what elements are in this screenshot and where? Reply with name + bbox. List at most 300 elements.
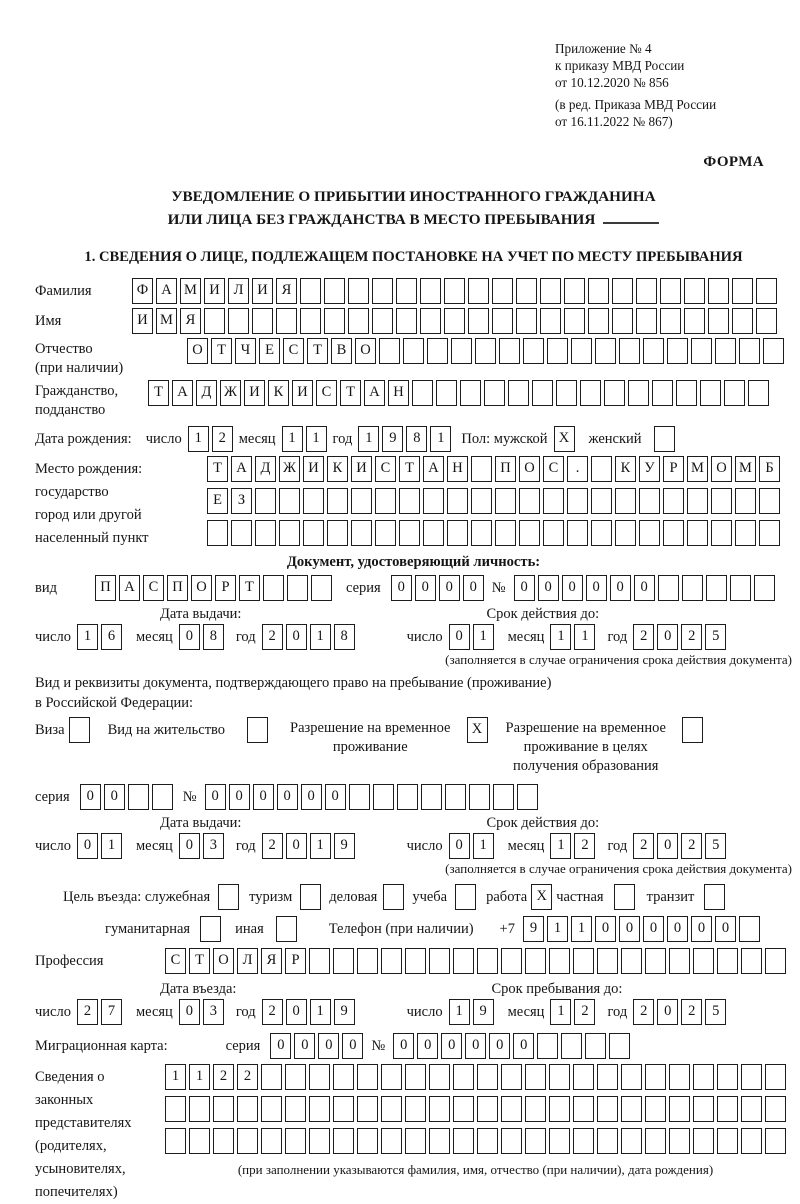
char-cell: [501, 1064, 522, 1090]
char-cell: 1: [547, 916, 568, 942]
visit-purpose-row: [63, 884, 792, 910]
char-cell: 0: [610, 575, 631, 601]
temp-residence-edu-checkbox: [682, 717, 703, 743]
char-cell: [423, 488, 444, 514]
char-cell: К: [268, 380, 289, 406]
char-cell: [658, 575, 679, 601]
purpose-work-checkbox: X: [531, 884, 552, 910]
char-cell: 0: [586, 575, 607, 601]
char-cell: 0: [691, 916, 712, 942]
char-cell: [669, 948, 690, 974]
char-cell: [405, 948, 426, 974]
char-cell: [351, 488, 372, 514]
purpose-other-label: иная: [235, 921, 264, 937]
char-cell: [420, 308, 441, 334]
phone-cells: [523, 916, 760, 942]
year-label: год: [235, 838, 256, 854]
char-cell: [517, 784, 538, 810]
amendment-line: от 16.11.2022 № 867): [555, 114, 673, 129]
id-number-sign: №: [491, 580, 506, 596]
char-cell: [279, 488, 300, 514]
char-cell: [669, 1128, 690, 1154]
char-cell: [573, 1096, 594, 1122]
char-cell: [349, 784, 370, 810]
char-cell: 9: [382, 426, 403, 452]
char-cell: А: [172, 380, 193, 406]
char-cell: [493, 784, 514, 810]
char-cell: [471, 488, 492, 514]
char-cell: [628, 380, 649, 406]
char-cell: [373, 784, 394, 810]
char-cell: [447, 488, 468, 514]
sex-male-checkbox: X: [554, 426, 575, 452]
entry-dates-captions: [35, 981, 792, 998]
char-cell: 7: [101, 999, 122, 1025]
char-cell: Т: [399, 456, 420, 482]
char-cell: 0: [179, 833, 200, 859]
char-cell: [597, 948, 618, 974]
char-cell: 0: [465, 1033, 486, 1059]
purpose-official-label: Цель въезда: служебная: [63, 889, 211, 905]
day-label: число: [406, 629, 443, 645]
char-cell: 0: [415, 575, 436, 601]
char-cell: [547, 338, 568, 364]
char-cell: [573, 1064, 594, 1090]
char-cell: 2: [212, 426, 233, 452]
char-cell: К: [327, 456, 348, 482]
char-cell: [756, 278, 777, 304]
char-cell: [619, 338, 640, 364]
char-cell: 2: [237, 1064, 258, 1090]
res-valid-month-cells: [550, 833, 595, 859]
char-cell: 2: [574, 999, 595, 1025]
char-cell: [495, 520, 516, 546]
char-cell: 1: [473, 833, 494, 859]
char-cell: И: [351, 456, 372, 482]
char-cell: 0: [229, 784, 250, 810]
char-cell: [501, 948, 522, 974]
phone-label: Телефон (при наличии): [328, 921, 474, 937]
char-cell: 0: [667, 916, 688, 942]
char-cell: [453, 1096, 474, 1122]
char-cell: [621, 1128, 642, 1154]
char-cell: [741, 1128, 762, 1154]
char-cell: [669, 1096, 690, 1122]
char-cell: [444, 308, 465, 334]
char-cell: [523, 338, 544, 364]
entry-year-cells: [262, 999, 355, 1025]
char-cell: [189, 1128, 210, 1154]
char-cell: [429, 1064, 450, 1090]
char-cell: [333, 948, 354, 974]
id-validity-note: (заполняется в случае ограничения срока действия документа): [445, 652, 792, 667]
char-cell: [460, 380, 481, 406]
char-cell: [357, 1096, 378, 1122]
temp-residence-label: Разрешение на временное проживание: [290, 720, 451, 755]
birth-place-row: [35, 456, 792, 550]
char-cell: [556, 380, 577, 406]
purpose-business-label: деловая: [329, 889, 378, 905]
char-cell: [471, 520, 492, 546]
char-cell: Ж: [220, 380, 241, 406]
char-cell: [676, 380, 697, 406]
birth-year-cells: [358, 426, 451, 452]
char-cell: О: [213, 948, 234, 974]
char-cell: [652, 380, 673, 406]
char-cell: [549, 1128, 570, 1154]
birth-place-cells: [207, 456, 780, 546]
char-cell: 0: [538, 575, 559, 601]
char-cell: [231, 520, 252, 546]
char-cell: [715, 338, 736, 364]
char-cell: [399, 488, 420, 514]
representatives-cells-row1: [165, 1064, 786, 1090]
char-cell: [687, 520, 708, 546]
char-cell: З: [231, 488, 252, 514]
char-cell: [252, 308, 273, 334]
birth-date-label: Дата рождения:: [35, 431, 132, 447]
char-cell: И: [252, 278, 273, 304]
char-cell: [207, 520, 228, 546]
purpose-study-label: учеба: [412, 889, 448, 905]
char-cell: 0: [657, 624, 678, 650]
char-cell: [303, 488, 324, 514]
char-cell: [279, 520, 300, 546]
char-cell: [324, 278, 345, 304]
char-cell: [492, 278, 513, 304]
char-cell: [516, 278, 537, 304]
char-cell: [645, 1064, 666, 1090]
residence-doc-caption-2: в Российской Федерации:: [35, 695, 194, 711]
char-cell: 8: [406, 426, 427, 452]
representatives-cells-row2: [165, 1096, 786, 1122]
char-cell: 2: [262, 833, 283, 859]
char-cell: И: [204, 278, 225, 304]
char-cell: [540, 278, 561, 304]
char-cell: [636, 308, 657, 334]
char-cell: [549, 1064, 570, 1090]
profession-label: Профессия: [35, 953, 104, 969]
char-cell: 0: [270, 1033, 291, 1059]
char-cell: [333, 1128, 354, 1154]
birth-day-cells: [188, 426, 233, 452]
char-cell: Т: [307, 338, 328, 364]
char-cell: 2: [262, 999, 283, 1025]
char-cell: [285, 1096, 306, 1122]
char-cell: 2: [633, 624, 654, 650]
id-valid-month-cells: [550, 624, 595, 650]
patronymic-cells: [187, 338, 784, 364]
name-label: Имя: [35, 313, 62, 329]
char-cell: С: [375, 456, 396, 482]
representatives-row: [35, 1064, 792, 1204]
purpose-humanitarian-checkbox: [200, 916, 221, 942]
char-cell: [453, 948, 474, 974]
char-cell: [303, 520, 324, 546]
char-cell: [732, 308, 753, 334]
char-cell: Т: [340, 380, 361, 406]
char-cell: [571, 338, 592, 364]
char-cell: [423, 520, 444, 546]
char-cell: 0: [253, 784, 274, 810]
char-cell: [591, 488, 612, 514]
char-cell: П: [495, 456, 516, 482]
char-cell: [564, 278, 585, 304]
char-cell: [591, 520, 612, 546]
char-cell: [276, 308, 297, 334]
char-cell: В: [331, 338, 352, 364]
char-cell: [519, 520, 540, 546]
char-cell: 1: [310, 999, 331, 1025]
id-issue-month-cells: [179, 624, 224, 650]
purpose-work-label: работа: [486, 889, 528, 905]
char-cell: [477, 1096, 498, 1122]
form-title-line2: ИЛИ ЛИЦА БЕЗ ГРАЖДАНСТВА В МЕСТО ПРЕБЫВАНИЯ: [35, 208, 792, 231]
name-cells: [132, 308, 777, 334]
residence-doc-types-row: [35, 717, 792, 776]
char-cell: [691, 338, 712, 364]
char-cell: 2: [633, 999, 654, 1025]
char-cell: И: [292, 380, 313, 406]
char-cell: [532, 380, 553, 406]
entry-month-cells: [179, 999, 224, 1025]
mc-number-cells: [393, 1033, 630, 1059]
char-cell: 0: [619, 916, 640, 942]
char-cell: [372, 308, 393, 334]
char-cell: [717, 1128, 738, 1154]
char-cell: [451, 338, 472, 364]
res-valid-until-caption: Срок действия до:: [486, 815, 600, 831]
char-cell: [477, 1128, 498, 1154]
char-cell: [525, 1064, 546, 1090]
id-issue-date-caption: Дата выдачи:: [160, 606, 242, 622]
char-cell: [700, 380, 721, 406]
residence-doc-number-row: [35, 784, 792, 810]
char-cell: 1: [550, 624, 571, 650]
char-cell: 1: [550, 833, 571, 859]
char-cell: [327, 488, 348, 514]
month-label: месяц: [507, 1004, 545, 1020]
char-cell: 2: [262, 624, 283, 650]
res-dates-row: [35, 833, 792, 859]
char-cell: И: [132, 308, 153, 334]
char-cell: [573, 1128, 594, 1154]
id-series-cells: [391, 575, 484, 601]
char-cell: [540, 308, 561, 334]
char-cell: [501, 1096, 522, 1122]
char-cell: [561, 1033, 582, 1059]
char-cell: [447, 520, 468, 546]
res-valid-year-cells: [633, 833, 726, 859]
char-cell: [475, 338, 496, 364]
char-cell: [717, 1064, 738, 1090]
char-cell: 1: [165, 1064, 186, 1090]
char-cell: [165, 1128, 186, 1154]
char-cell: О: [187, 338, 208, 364]
char-cell: [285, 1128, 306, 1154]
char-cell: [379, 338, 400, 364]
birth-place-cells-row1: [207, 456, 780, 482]
char-cell: [213, 1128, 234, 1154]
char-cell: [687, 488, 708, 514]
char-cell: [564, 308, 585, 334]
char-cell: [436, 380, 457, 406]
char-cell: 0: [342, 1033, 363, 1059]
char-cell: [525, 1096, 546, 1122]
char-cell: [573, 948, 594, 974]
char-cell: 1: [473, 624, 494, 650]
char-cell: 0: [205, 784, 226, 810]
char-cell: [612, 308, 633, 334]
char-cell: [595, 338, 616, 364]
char-cell: Б: [759, 456, 780, 482]
char-cell: [567, 520, 588, 546]
char-cell: [724, 380, 745, 406]
char-cell: [324, 308, 345, 334]
char-cell: [660, 308, 681, 334]
purpose-phone-row: [105, 916, 792, 942]
profession-row: [35, 948, 792, 974]
char-cell: 1: [358, 426, 379, 452]
char-cell: [612, 278, 633, 304]
char-cell: О: [191, 575, 212, 601]
char-cell: И: [303, 456, 324, 482]
id-dates-row: [35, 624, 792, 650]
char-cell: [357, 948, 378, 974]
char-cell: [311, 575, 332, 601]
char-cell: [309, 1064, 330, 1090]
annex-line: от 10.12.2020 № 856: [555, 75, 669, 90]
char-cell: [255, 520, 276, 546]
char-cell: [663, 520, 684, 546]
char-cell: [381, 1096, 402, 1122]
char-cell: [711, 488, 732, 514]
char-cell: [492, 308, 513, 334]
char-cell: Ф: [132, 278, 153, 304]
char-cell: 0: [77, 833, 98, 859]
char-cell: [765, 1064, 786, 1090]
id-number-cells: [514, 575, 775, 601]
char-cell: 5: [705, 624, 726, 650]
res-series-cells: [80, 784, 173, 810]
char-cell: [765, 948, 786, 974]
char-cell: 0: [179, 624, 200, 650]
char-cell: 0: [657, 999, 678, 1025]
char-cell: 3: [203, 999, 224, 1025]
stay-month-cells: [550, 999, 595, 1025]
purpose-business-checkbox: [383, 884, 404, 910]
char-cell: [741, 1096, 762, 1122]
char-cell: [261, 1128, 282, 1154]
char-cell: [597, 1096, 618, 1122]
day-label: число: [35, 629, 71, 645]
residence-permit-checkbox: [247, 717, 268, 743]
purpose-official-checkbox: [218, 884, 239, 910]
char-cell: Л: [237, 948, 258, 974]
char-cell: [759, 488, 780, 514]
char-cell: 0: [393, 1033, 414, 1059]
purpose-tourism-label: туризм: [249, 889, 293, 905]
char-cell: [405, 1128, 426, 1154]
char-cell: М: [735, 456, 756, 482]
char-cell: 0: [562, 575, 583, 601]
char-cell: Н: [447, 456, 468, 482]
id-valid-year-cells: [633, 624, 726, 650]
char-cell: [588, 278, 609, 304]
representatives-note: (при заполнении указываются фамилия, имя, отчество (при наличии), дата рождения): [237, 1162, 714, 1177]
char-cell: [549, 948, 570, 974]
year-label: год: [235, 1004, 256, 1020]
title-blank-line: [603, 208, 659, 224]
char-cell: .: [567, 456, 588, 482]
char-cell: [597, 1128, 618, 1154]
char-cell: А: [119, 575, 140, 601]
char-cell: [381, 1128, 402, 1154]
char-cell: 0: [277, 784, 298, 810]
representatives-cells: [165, 1064, 786, 1154]
annex-line: к приказу МВД России: [555, 58, 685, 73]
char-cell: [499, 338, 520, 364]
char-cell: [469, 784, 490, 810]
char-cell: [204, 308, 225, 334]
char-cell: 0: [325, 784, 346, 810]
char-cell: 0: [595, 916, 616, 942]
id-valid-day-cells: [449, 624, 494, 650]
res-validity-note: (заполняется в случае ограничения срока действия документа): [445, 861, 792, 876]
char-cell: [591, 456, 612, 482]
char-cell: Р: [285, 948, 306, 974]
char-cell: 0: [179, 999, 200, 1025]
char-cell: [708, 308, 729, 334]
char-cell: [397, 784, 418, 810]
char-cell: 1: [188, 426, 209, 452]
char-cell: [255, 488, 276, 514]
char-cell: [285, 1064, 306, 1090]
temp-residence-edu-label: Разрешение на временное проживание в целях получения образования: [505, 720, 666, 774]
char-cell: [309, 948, 330, 974]
stay-year-cells: [633, 999, 726, 1025]
phone-prefix: +7: [499, 921, 515, 937]
char-cell: М: [156, 308, 177, 334]
char-cell: [189, 1096, 210, 1122]
char-cell: 0: [513, 1033, 534, 1059]
char-cell: 0: [643, 916, 664, 942]
sex-female-checkbox: [654, 426, 675, 452]
char-cell: Ж: [279, 456, 300, 482]
char-cell: К: [615, 456, 636, 482]
char-cell: [429, 1128, 450, 1154]
char-cell: 0: [286, 999, 307, 1025]
entry-date-caption: Дата въезда:: [160, 981, 237, 997]
char-cell: [739, 338, 760, 364]
char-cell: П: [167, 575, 188, 601]
char-cell: 9: [334, 833, 355, 859]
birth-date-row: [35, 426, 792, 452]
char-cell: [609, 1033, 630, 1059]
char-cell: [309, 1128, 330, 1154]
char-cell: [615, 488, 636, 514]
year-label: год: [607, 629, 628, 645]
char-cell: [468, 278, 489, 304]
stay-until-caption: Срок пребывания до:: [491, 981, 623, 997]
char-cell: 2: [574, 833, 595, 859]
char-cell: [152, 784, 173, 810]
patronymic-label: Отчество (при наличии): [35, 341, 124, 376]
residence-doc-caption-1: Вид и реквизиты документа, подтверждающего право на пребывание (проживание): [35, 675, 552, 691]
month-label: месяц: [507, 629, 545, 645]
char-cell: [639, 488, 660, 514]
day-label: число: [406, 838, 443, 854]
